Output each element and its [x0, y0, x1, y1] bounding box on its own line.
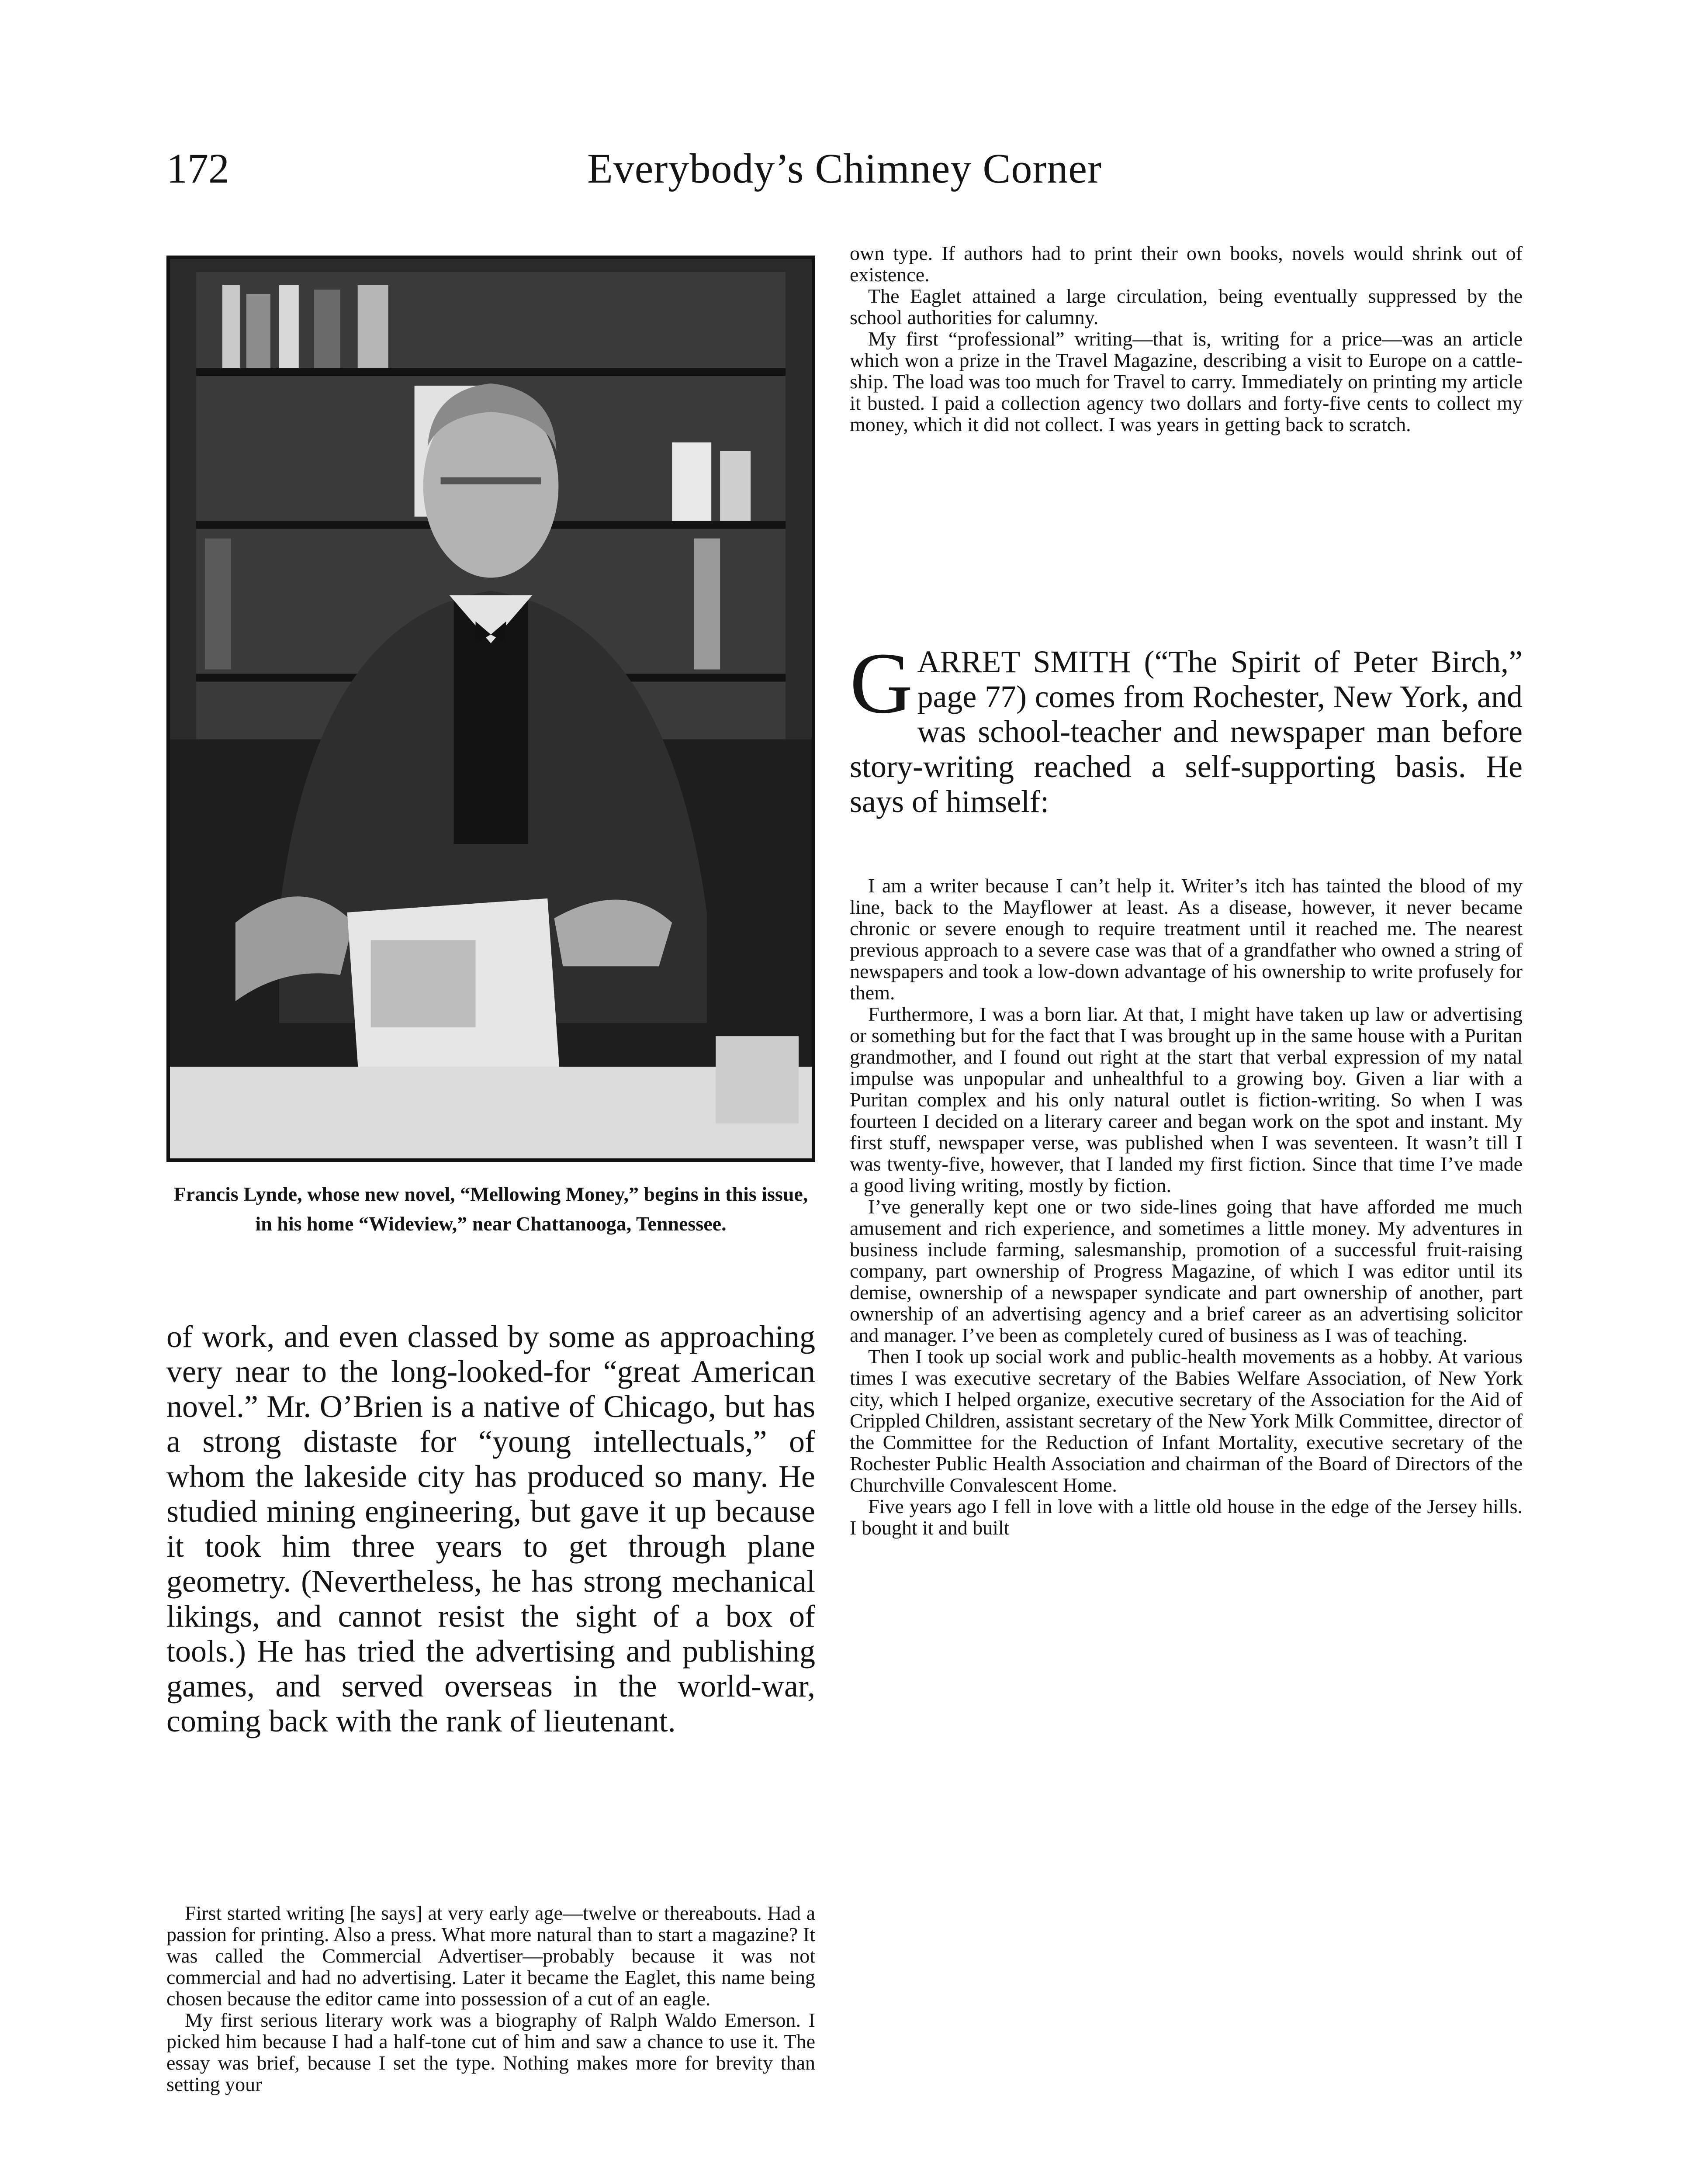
garret-smith-quote: [850, 875, 1523, 1538]
quote-paragraph: Five years ago I fell in love with a little old house in the edge of the Jersey hills. I bought it and built: [850, 1495, 1523, 1539]
author-photo: [166, 256, 815, 1162]
photo-caption: Francis Lynde, whose new novel, “Mellowing Money,” begins in this issue, in his home “Wideview,” near Chattanooga, Tennessee.: [173, 1183, 808, 1235]
obrien-intro-paragraph: of work, and even classed by some as approaching very near to the long-looked-for “great American novel.” Mr. O’Brien is a native of Chicago, but has a strong distaste for “young intellectuals,” of whom the lakeside city has produced so many. He studied mining engineering, but gave it up because it took him three years to get through plane geometry. (Nevertheless, he has strong mechanical likings, and cannot resist the sight of a box of tools.) He has tried the advertising and publishing games, and served overseas in the world-war, coming back with the rank of lieutenant.: [166, 1319, 815, 1738]
quote-paragraph: The Eaglet attained a large circulation, being eventually suppressed by the school authorities for calumny.: [850, 285, 1523, 328]
page-title: Everybody’s Chimney Corner: [587, 145, 1102, 192]
quote-paragraph: My first serious literary work was a biography of Ralph Waldo Emerson. I picked him because I had a half-tone cut of him and saw a chance to use it. The essay was brief, because I set the type. Nothing makes more for brevity than setting your: [166, 2009, 815, 2095]
obrien-quote-continued: [850, 242, 1523, 435]
quote-paragraph: First started writing [he says] at very early age—twelve or thereabouts. Had a passion for printing. Also a press. What more natural than to start a magazine? It was called the Commercial Advertiser—probably because it was not commercial and had no advertising. Later it became the Eaglet, this name being chosen because the editor came into possession of a cut of an eagle.: [166, 1902, 815, 2010]
quote-paragraph: My first “professional” writing—that is, writing for a price—was an article which won a prize in the Travel Magazine, describing a visit to Europe on a cattle-ship. The load was too much for Travel to carry. Immediately on printing my article it busted. I paid a collection agency two dollars and forty-five cents to collect my money, which it did not collect. I was years in getting back to scratch.: [850, 328, 1523, 435]
garret-smith-intro: [850, 635, 1523, 819]
obrien-quote: [166, 1902, 815, 2095]
quote-paragraph: Then I took up social work and public-health movements as a hobby. At various times I was executive secretary of the Babies Welfare Association, of New York city, which I helped organize, executive secretary of the Association for the Aid of Crippled Children, assistant secretary of the New York Milk Committee, director of the Committee for the Reduction of Infant Mortality, executive secretary of the Rochester Public Health Association and chairman of the Board of Directors of the Churchville Convalescent Home.: [850, 1345, 1523, 1496]
quote-paragraph: I’ve generally kept one or two side-lines going that have afforded me much amusement and rich experience, and sometimes a little money. My adventures in business include farming, salesmanship, promotion of a successful fruit-raising company, part ownership of Progress Magazine, of which I was editor until its demise, ownership of a newspaper syndicate and part ownership of another, part ownership of an advertising agency and a brief career as an advertising solicitor and manager. I’ve been as completely cured of business as I was of teaching.: [850, 1196, 1523, 1346]
quote-paragraph: I am a writer because I can’t help it. Writer’s itch has tainted the blood of my line, back to the Mayflower at least. As a disease, however, it never became chronic or severe enough to require treatment until it reached me. The nearest previous approach to a severe case was that of a grandfather who owned a string of newspapers and took a low-down advantage of his ownership to write profusely for them.: [850, 874, 1523, 1004]
quote-paragraph: Furthermore, I was a born liar. At that, I might have taken up law or advertising or something but for the fact that I was brought up in the same house with a Puritan grandmother, and I found out right at the start that verbal expression of my natal impulse was unpopular and unhealthful to a growing boy. Given a liar with a Puritan complex and his only natural outlet is fiction-writing. So when I was fourteen I decided on a literary career and began work on the spot and instant. My first stuff, newspaper verse, was published when I was seventeen. It wasn’t till I was twenty-five, however, that I landed my first fiction. Since that time I’ve made a good living writing, mostly by fiction.: [850, 1003, 1523, 1196]
quote-paragraph: own type. If authors had to print their own books, novels would shrink out of existence.: [850, 242, 1523, 286]
garret-intro-text: ARRET SMITH (“The Spirit of Peter Birch,” page 77) comes from Rochester, New York, and was school-teacher and newspaper man before story-writing reached a self-supporting basis. He says of himself:: [850, 644, 1523, 819]
drop-cap: G: [850, 635, 913, 732]
photo-illustration: [170, 259, 812, 1158]
page-number: 172: [166, 145, 229, 192]
